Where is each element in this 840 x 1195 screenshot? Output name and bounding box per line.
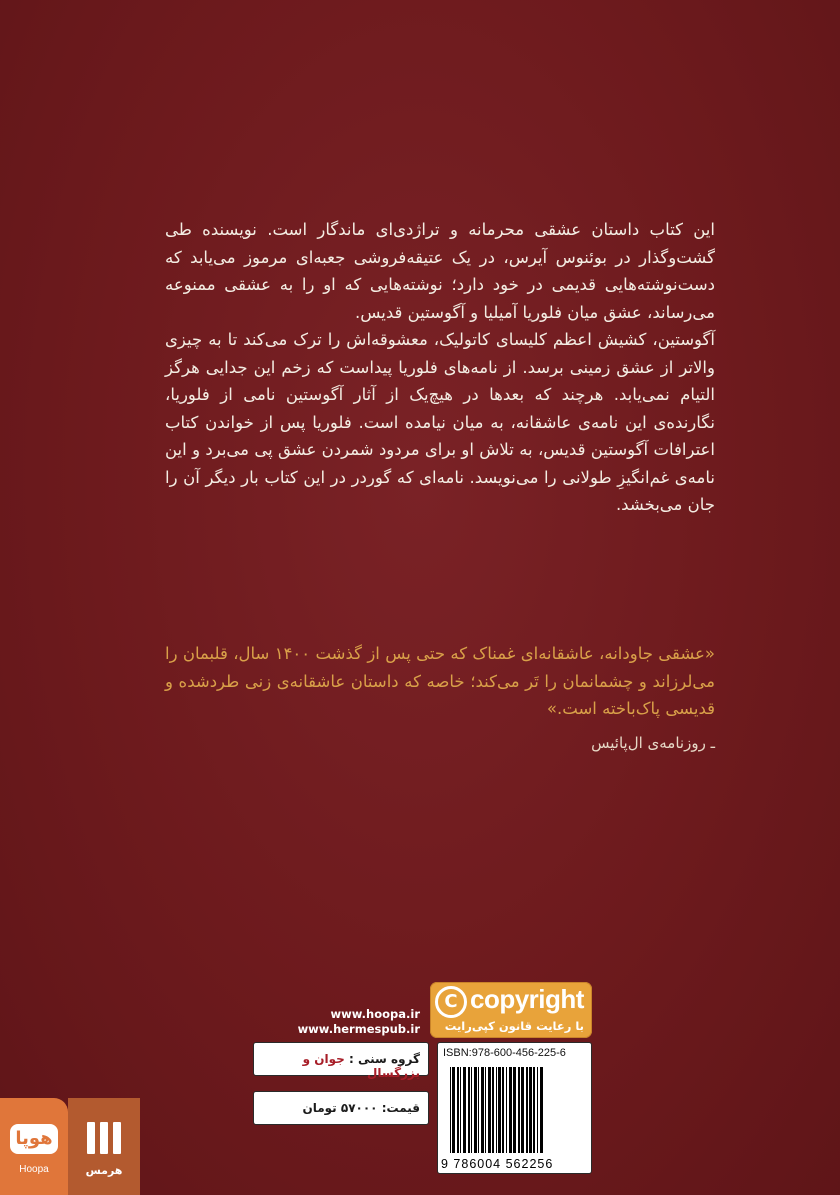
barcode-icon (450, 1067, 582, 1153)
hermes-logo-label: هرمس (85, 1164, 123, 1177)
price-label: قیمت: (381, 1101, 420, 1115)
age-group-value: جوان و بزرگسال (302, 1052, 420, 1080)
hermes-url[interactable]: www.hermespub.ir (297, 1022, 420, 1036)
hoopa-url[interactable]: www.hoopa.ir (330, 1007, 420, 1021)
price-box (253, 1091, 429, 1125)
copyright-subtitle: با رعایت قانون کپی‌رایت (444, 1019, 584, 1033)
isbn-barcode-box (437, 1042, 592, 1174)
copyright-icon: C (435, 986, 467, 1018)
copyright-word: copyright (470, 984, 584, 1014)
description-paragraph-1: این کتاب داستان عشقی محرمانه و تراژدی‌ای ماندگار است. نویسنده طی گشت‌وگذار در بوئنوس آیرس، در یک عتیقه‌فروشی جعبه‌ای مرموز می‌یابد که دست‌نوشته‌هایی قدیمی در خود دارد؛ نوشته‌هایی که او را به عشقی ممنوعه می‌رساند، عشق میان فلوریا آمیلیا و آگوستین قدیس. (165, 220, 715, 322)
price-value: ۵۷۰۰۰ تومان (302, 1101, 378, 1115)
hoopa-logo-label: Hoopa (19, 1164, 49, 1175)
description-paragraph-2: آگوستین، کشیش اعظم کلیسای کاتولیک، معشوقه‌اش را ترک می‌کند تا به چیزی والاتر از عشق زمینی برسد. از نامه‌های فلوریا پیداست که زخم این جدایی هرگز التیام نمی‌یابد. هرچند که بعدها در هیچ‌یک از آثار آگوستین نامی از فلوریا، نگارنده‌ی این نامه‌ی عاشقانه، به میان نیامده است. فلوریا پس از خواندن کتاب اعترافات آگوستین قدیس، به تلاش او برای مردود شمردن عشق پی می‌برد و این نامه‌ی غم‌انگیزِ طولانی را می‌نویسد. نامه‌ای که گوردر در این کتاب بار دیگر آن را جان می‌بخشد. (165, 330, 715, 514)
age-group-box (253, 1042, 429, 1080)
hermes-logo-icon (87, 1122, 121, 1154)
hermes-logo (68, 1098, 140, 1195)
review-quote: «عشقی جاودانه، عاشقانه‌ای غمناک که حتی پس از گذشت ۱۴۰۰ سال، قلبمان را می‌لرزاند و چشمانمان را تَر می‌کند؛ خاصه که داستان عاشقانه‌ی زنی طردشده و قدیسی پاک‌باخته است.» (165, 644, 715, 718)
publisher-urls (270, 1007, 420, 1037)
book-description (165, 216, 715, 519)
isbn-label: ISBN:978-600-456-225-6 (443, 1047, 566, 1059)
hoopa-logo (0, 1098, 68, 1195)
age-group-label: گروه سنی : (349, 1052, 420, 1066)
copyright-badge (430, 982, 592, 1038)
barcode-digits: 9 786004 562256 (441, 1157, 554, 1171)
hoopa-logo-icon: هوپا (10, 1124, 58, 1154)
quote-source: ـ روزنامه‌ی ال‌پائیس (591, 734, 715, 752)
